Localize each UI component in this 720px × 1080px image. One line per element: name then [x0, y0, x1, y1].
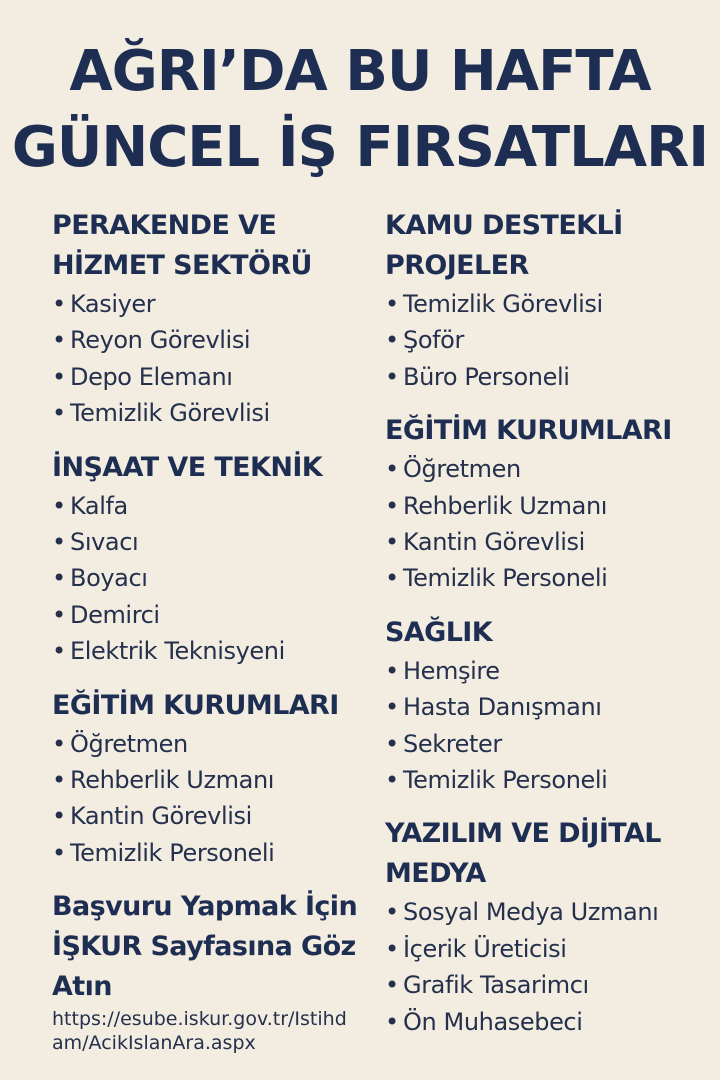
section-title [52, 206, 362, 286]
list-item-label: Reyon Görevlisi [70, 326, 251, 355]
section-title-line: İNŞAAT VE TEKNİK [52, 451, 323, 483]
section-public-projects [385, 206, 705, 395]
section-title-line: MEDYA [385, 858, 486, 890]
list-item [385, 726, 705, 762]
section-title [385, 206, 705, 286]
list-item [52, 359, 362, 395]
section-construction-technical [52, 448, 362, 670]
section-software-digital-media [385, 814, 705, 1040]
iskur-url-link[interactable]: https://esube.iskur.gov.tr/Istihdam/AcikIslanAra.aspx [52, 1008, 347, 1055]
bullet: • [385, 693, 399, 722]
bullet: • [385, 971, 399, 1000]
bullet: • [385, 455, 399, 484]
bullet: • [385, 934, 399, 963]
list-item-label: Şoför [403, 326, 464, 355]
list-item [385, 286, 705, 322]
list-item [385, 451, 705, 487]
list-item [385, 524, 705, 560]
list-item-label: Elektrik Teknisyeni [70, 637, 285, 666]
apply-title-line: Başvuru Yapmak İçin [52, 891, 358, 923]
job-list [52, 726, 362, 872]
bullet: • [52, 564, 66, 593]
list-item-label: Kantin Görevlisi [403, 528, 585, 557]
list-item-label: Grafik Tasarimcı [403, 971, 589, 1000]
list-item [52, 762, 362, 798]
page-title-line-2: GÜNCEL İŞ FIRSATLARI [11, 115, 709, 180]
section-retail-services [52, 206, 362, 432]
list-item-label: Temizlik Personeli [70, 838, 275, 867]
list-item-label: Sosyal Medya Uzmanı [403, 898, 659, 927]
section-health [385, 613, 705, 799]
list-item [52, 835, 362, 871]
list-item [385, 1004, 705, 1040]
bullet: • [385, 656, 399, 685]
section-title-line: EĞİTİM KURUMLARI [52, 689, 339, 721]
bullet: • [52, 600, 66, 629]
section-title-line: EĞİTİM KURUMLARI [385, 415, 672, 447]
list-item-label: Boyacı [70, 564, 148, 593]
list-item-label: Sıvacı [70, 528, 139, 557]
list-item-label: Demirci [70, 600, 160, 629]
bullet: • [52, 528, 66, 557]
list-item [385, 488, 705, 524]
bullet: • [52, 729, 66, 758]
section-title-line: YAZILIM VE DİJİTAL [385, 818, 661, 850]
list-item [385, 653, 705, 689]
list-item [52, 286, 362, 322]
apply-title-line: İŞKUR Sayfasına Göz [52, 931, 356, 963]
bullet: • [52, 290, 66, 318]
bullet: • [385, 290, 399, 318]
list-item [385, 359, 705, 395]
section-title-line: PERAKENDE VE [52, 210, 277, 241]
bullet: • [52, 491, 66, 520]
bullet: • [385, 362, 399, 391]
list-item [52, 560, 362, 596]
apply-title-line: Atın [52, 971, 112, 1003]
list-item-label: Rehberlik Uzmanı [70, 766, 275, 795]
list-item [385, 322, 705, 358]
list-item-label: Depo Elemanı [70, 362, 233, 391]
bullet: • [52, 838, 66, 867]
job-list [52, 286, 362, 432]
section-title [385, 814, 705, 894]
bullet: • [385, 564, 399, 593]
list-item [52, 633, 362, 669]
list-item [52, 798, 362, 834]
bullet: • [52, 326, 66, 355]
list-item-label: Ön Muhasebeci [403, 1007, 583, 1036]
job-list [385, 451, 705, 597]
job-list [52, 488, 362, 670]
bullet: • [385, 326, 399, 355]
list-item-label: Hasta Danışmanı [403, 693, 602, 722]
section-title-line: SAĞLIK [385, 616, 493, 648]
section-education-left [52, 686, 362, 872]
list-item-label: Temizlik Personeli [403, 564, 608, 593]
section-title-line: HİZMET SEKTÖRÜ [52, 250, 312, 281]
list-item [385, 967, 705, 1003]
bullet: • [385, 528, 399, 557]
list-item [385, 931, 705, 967]
list-item-label: Kalfa [70, 491, 128, 520]
list-item [385, 560, 705, 596]
bullet: • [52, 766, 66, 795]
bullet: • [52, 399, 66, 428]
list-item-label: Öğretmen [70, 729, 188, 758]
job-list [385, 286, 705, 395]
list-item-label: Hemşire [403, 656, 500, 685]
section-title [385, 411, 705, 451]
list-item-label: İçerik Üreticisi [403, 934, 567, 963]
list-item [385, 894, 705, 930]
bullet: • [385, 491, 399, 520]
list-item-label: Kantin Görevlisi [70, 802, 252, 831]
section-education-right [385, 411, 705, 597]
section-title [52, 448, 362, 488]
job-list [385, 894, 705, 1040]
bullet: • [385, 766, 399, 795]
section-title-line: KAMU DESTEKLİ [385, 210, 623, 241]
list-item-label: Kasiyer [70, 290, 156, 318]
list-item [385, 689, 705, 725]
list-item-label: Sekreter [403, 729, 502, 758]
list-item-label: Öğretmen [403, 455, 521, 484]
bullet: • [52, 362, 66, 391]
apply-section [52, 887, 362, 1055]
page-title-line-1: AĞRI’DA BU HAFTA [69, 39, 651, 104]
bullet: • [385, 1007, 399, 1036]
left-column [52, 206, 362, 1055]
list-item-label: Temizlik Görevlisi [70, 399, 270, 428]
bullet: • [385, 898, 399, 927]
bullet: • [385, 729, 399, 758]
section-title [385, 613, 705, 653]
list-item [52, 395, 362, 431]
list-item [52, 597, 362, 633]
list-item-label: Rehberlik Uzmanı [403, 491, 608, 520]
list-item-label: Temizlik Personeli [403, 766, 608, 795]
section-title [52, 686, 362, 726]
apply-title [52, 887, 362, 1007]
list-item [385, 762, 705, 798]
list-item [52, 524, 362, 560]
list-item-label: Temizlik Görevlisi [403, 290, 603, 318]
bullet: • [52, 802, 66, 831]
list-item [52, 726, 362, 762]
bullet: • [52, 637, 66, 666]
section-title-line: PROJELER [385, 250, 529, 281]
job-list [385, 653, 705, 799]
list-item-label: Büro Personeli [403, 362, 570, 391]
list-item [52, 322, 362, 358]
right-column [385, 206, 705, 1040]
list-item [52, 488, 362, 524]
